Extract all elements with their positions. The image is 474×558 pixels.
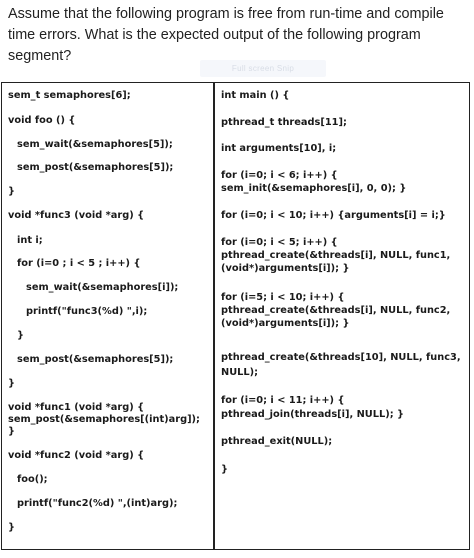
question-line-1: Assume that the following program is free from run-time and compile	[8, 6, 444, 22]
code-line: sem_init(&semaphores[i], 0, 0); }	[221, 183, 407, 194]
code-line: pthread_join(threads[i], NULL); }	[221, 409, 405, 420]
code-line: for (i=0 ; i < 5 ; i++) {	[17, 258, 141, 269]
code-line: void *func2 (void *arg) {	[8, 450, 145, 461]
question-line-2: time errors. What is the expected output of the following program	[8, 27, 421, 43]
code-line: }	[8, 426, 15, 437]
code-line: }	[17, 330, 24, 341]
code-line: int arguments[10], i;	[221, 143, 337, 154]
code-line: sem_wait(&semaphores[5]);	[17, 139, 173, 150]
code-line: (void*)arguments[i]); }	[221, 263, 350, 274]
code-line: int i;	[17, 235, 43, 246]
code-line: int main () {	[221, 90, 290, 101]
full-screen-snip-watermark: Full screen Snip	[200, 60, 326, 77]
code-line: printf("func3(%d) ",i);	[26, 306, 148, 317]
code-line: pthread_exit(NULL);	[221, 436, 333, 447]
column-divider	[213, 83, 215, 549]
code-line: pthread_create(&threads[i], NULL, func2,	[221, 305, 451, 316]
code-line: }	[8, 378, 15, 389]
code-line: void *func1 (void *arg) {	[8, 402, 145, 413]
code-line: sem_post(&semaphores[5]);	[17, 354, 174, 365]
code-line: sem_wait(&semaphores[i]);	[26, 282, 179, 293]
code-table	[1, 82, 470, 550]
code-line: for (i=0; i < 6; i++) {	[221, 170, 338, 181]
code-line: NULL);	[221, 367, 259, 378]
code-line: sem_post(&semaphores[(int)arg]);	[8, 414, 200, 425]
code-line: sem_post(&semaphores[5]);	[17, 162, 174, 173]
code-line: for (i=0; i < 11; i++) {	[221, 395, 345, 406]
question-line-3: segment?	[8, 48, 72, 64]
code-line: for (i=0; i < 5; i++) {	[221, 237, 338, 248]
code-line: }	[221, 464, 228, 475]
code-line: }	[8, 186, 15, 197]
code-line: (void*)arguments[i]); }	[221, 318, 350, 329]
code-line: void *func3 (void *arg) {	[8, 210, 145, 221]
code-line: for (i=5; i < 10; i++) {	[221, 292, 345, 303]
code-line: pthread_create(&threads[i], NULL, func1,	[221, 250, 451, 261]
code-line: pthread_t threads[11];	[221, 117, 347, 128]
code-line: pthread_create(&threads[10], NULL, func3,	[221, 352, 461, 363]
code-line: }	[8, 522, 15, 533]
code-line: foo();	[17, 474, 48, 485]
code-line: sem_t semaphores[6];	[8, 90, 131, 101]
code-line: for (i=0; i < 10; i++) {arguments[i] = i;}	[221, 210, 446, 221]
code-line: void foo () {	[8, 115, 76, 126]
code-line: printf("func2(%d) ",(int)arg);	[17, 498, 178, 509]
question-text	[8, 4, 468, 67]
